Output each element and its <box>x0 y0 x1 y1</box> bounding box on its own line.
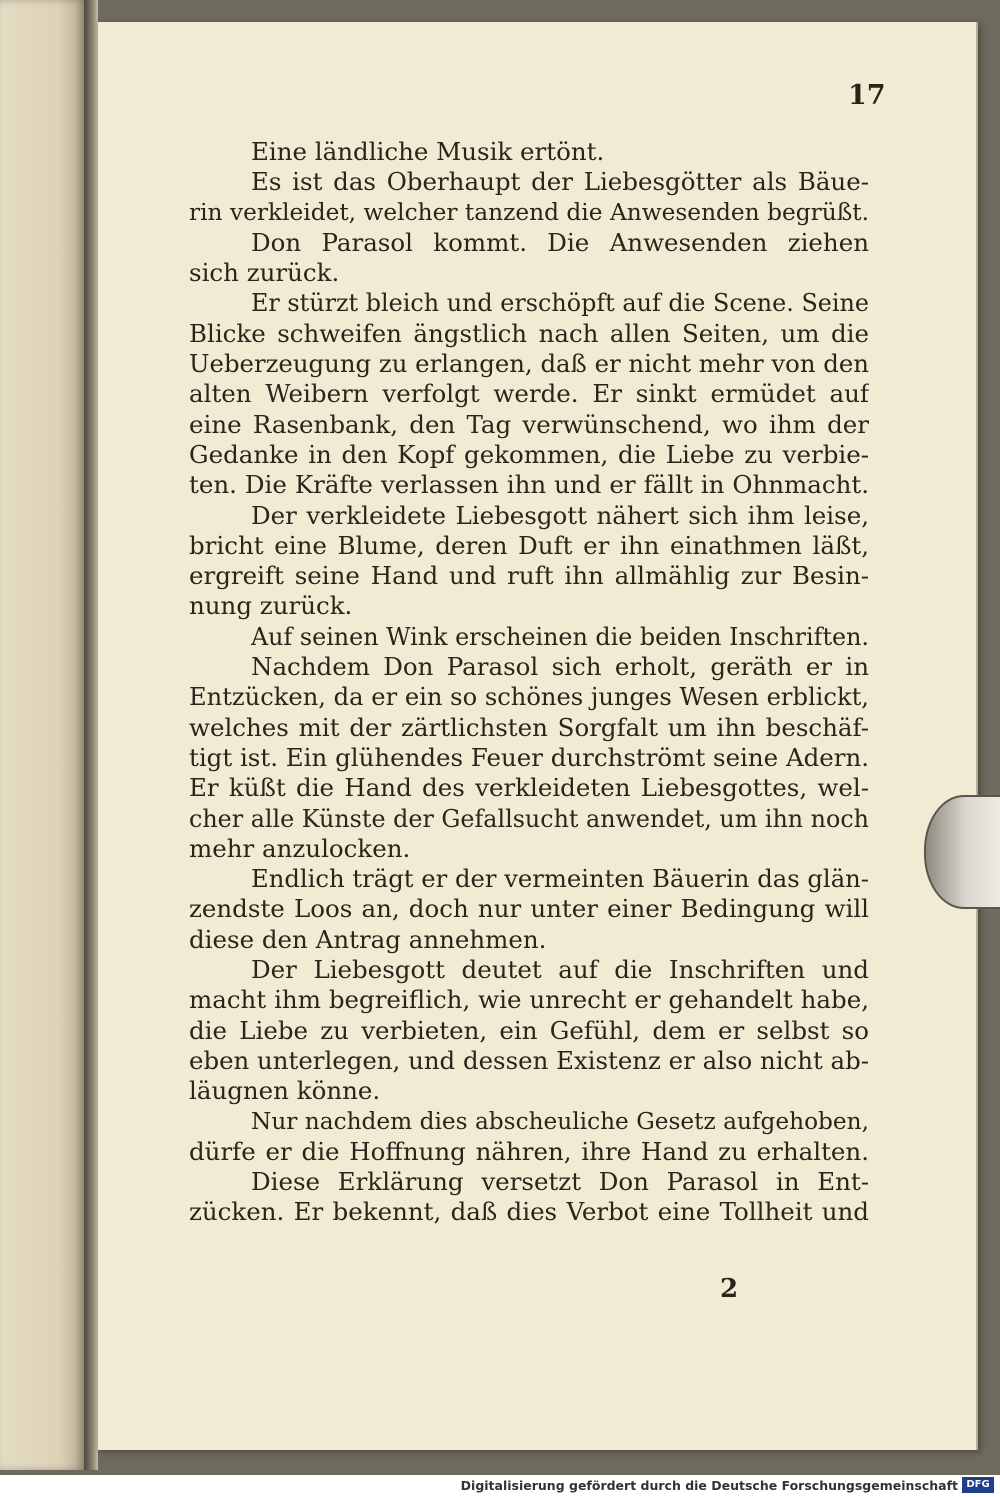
text-line: alten Weibern verfolgt werde. Er sinkt ermüdet auf <box>189 379 869 409</box>
text-line: Blicke schweifen ängstlich nach allen Seiten, um die <box>189 318 869 348</box>
text-line: Auf seinen Wink erscheinen die beiden Inschriften. <box>251 622 869 651</box>
text-line: macht ihm begreiflich, wie unrecht er gehandelt habe, <box>189 985 869 1015</box>
text-line: Endlich trägt er der vermeinten Bäuerin das glän- <box>251 864 869 894</box>
text-line: die Liebe zu verbieten, ein Gefühl, dem er selbst so <box>189 1015 869 1045</box>
facing-page-edge <box>0 0 84 1470</box>
text-line: rin verkleidet, welcher tanzend die Anwesenden begrüßt. <box>189 198 869 226</box>
text-line: Der Liebesgott deutet auf die Inschriften und <box>251 955 869 985</box>
page-turn-tab[interactable] <box>924 795 1000 909</box>
page-text <box>189 137 869 1228</box>
text-line: Der verkleidete Liebesgott nähert sich ihm leise, <box>251 500 869 530</box>
text-line: Ueberzeugung zu erlangen, daß er nicht mehr von den <box>189 349 869 379</box>
text-line: Entzücken, da er ein so schönes junges Wesen erblickt, <box>189 683 869 712</box>
text-line: cher alle Künste der Gefallsucht anwendet, um ihn noch <box>189 804 869 833</box>
text-line: Nachdem Don Parasol sich erholt, geräth er in <box>251 652 869 682</box>
text-line: Don Parasol kommt. Die Anwesenden ziehen <box>251 227 869 257</box>
text-line: ten. Die Kräfte verlassen ihn und er fällt in Ohnmacht. <box>189 470 869 500</box>
text-line: diese den Antrag annehmen. <box>189 924 547 954</box>
text-line: Es ist das Oberhaupt der Liebesgötter als Bäue- <box>251 167 869 197</box>
text-line: dürfe er die Hoffnung nähren, ihre Hand zu erhalten. <box>189 1136 869 1166</box>
text-line: Gedanke in den Kopf gekommen, die Liebe zu verbie- <box>189 439 869 469</box>
text-line: nung zurück. <box>189 591 353 621</box>
page-number: 17 <box>848 80 886 111</box>
text-line: Er küßt die Hand des verkleideten Liebesgottes, wel- <box>189 773 869 803</box>
book-binding <box>84 0 98 1470</box>
text-line: mehr anzulocken. <box>189 833 411 863</box>
text-line: läugnen könne. <box>189 1076 381 1106</box>
dfg-logo: DFG <box>962 1477 994 1493</box>
footer-bar <box>0 1475 1000 1497</box>
text-line: sich zurück. <box>189 258 340 288</box>
text-line: eine Rasenbank, den Tag verwünschend, wo ihm der <box>189 409 869 439</box>
text-line: welches mit der zärtlichsten Sorgfalt um ihn beschäf- <box>189 712 869 742</box>
text-line: zücken. Er bekennt, daß dies Verbot eine Tollheit und <box>189 1197 869 1227</box>
text-line: Eine ländliche Musik ertönt. <box>251 137 605 166</box>
text-line: Er stürzt bleich und erschöpft auf die Scene. Seine <box>251 289 869 318</box>
printer-signature-mark: 2 <box>720 1274 739 1304</box>
text-line: ergreift seine Hand und ruft ihn allmählig zur Besin- <box>189 561 869 591</box>
text-line: bricht eine Blume, deren Duft er ihn einathmen läßt, <box>189 530 869 560</box>
text-line: tigt ist. Ein glühendes Feuer durchströmt seine Adern. <box>189 742 869 772</box>
text-line: zendste Loos an, doch nur unter einer Bedingung will <box>189 894 869 924</box>
text-line: eben unterlegen, und dessen Existenz er also nicht ab- <box>189 1045 869 1075</box>
funding-credit: Digitalisierung gefördert durch die Deutsche Forschungsgemeinschaft <box>460 1478 958 1493</box>
text-line: Diese Erklärung versetzt Don Parasol in Ent- <box>251 1167 869 1197</box>
text-line: Nur nachdem dies abscheuliche Gesetz aufgehoben, <box>251 1107 869 1135</box>
